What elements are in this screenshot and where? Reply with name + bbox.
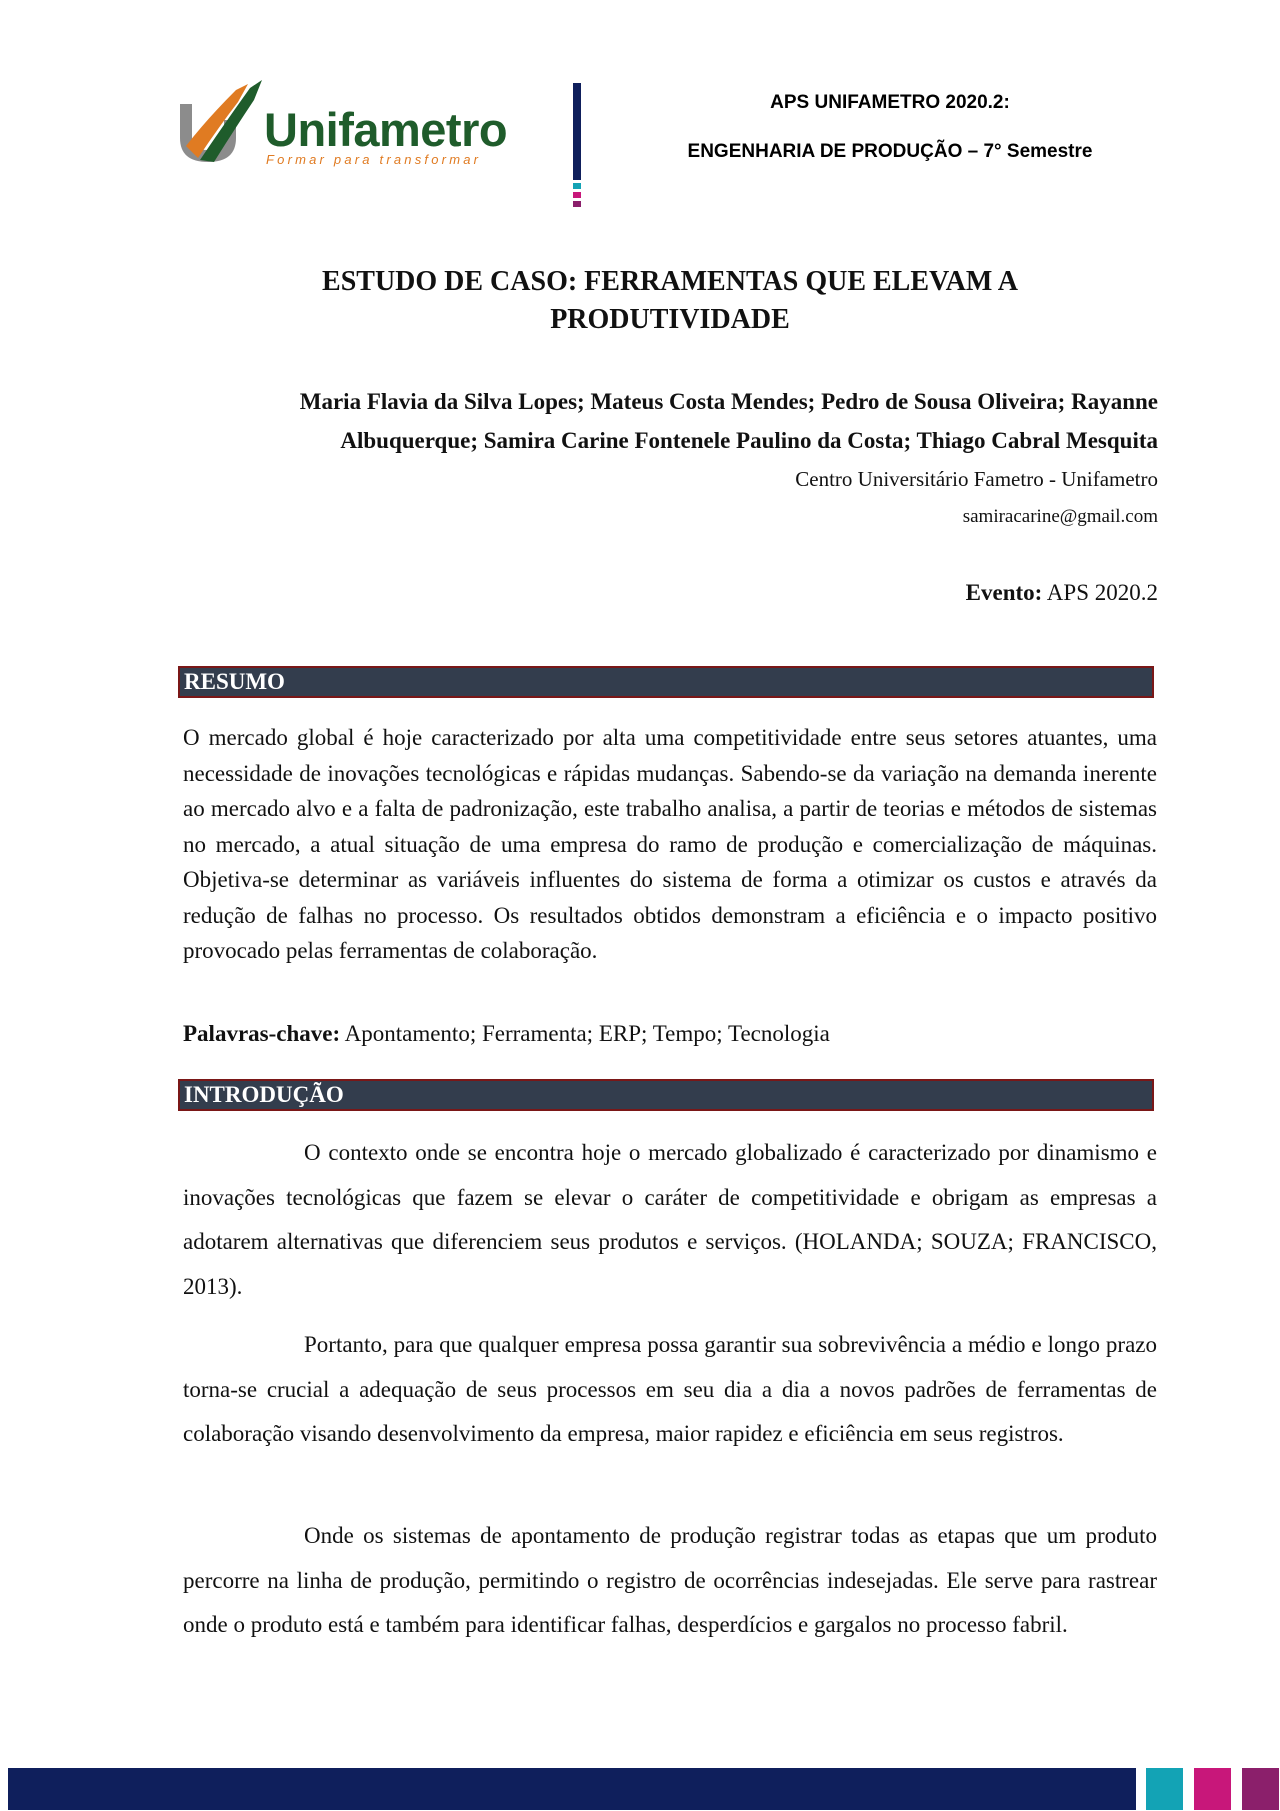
authors-line-2: Albuquerque; Samira Carine Fontenele Paulino da Costa; Thiago Cabral Mesquita bbox=[340, 428, 1158, 453]
event-value: APS 2020.2 bbox=[1042, 580, 1158, 605]
header-divider-dot-teal bbox=[573, 183, 581, 189]
keywords bbox=[183, 1021, 830, 1047]
header-line-2: ENGENHARIA DE PRODUÇÃO – 7° Semestre bbox=[687, 141, 1093, 162]
abstract-text: O mercado global é hoje caracterizado por alta uma competitividade entre seus setores atuantes, uma necessidade de inovações tecnológicas e rápidas mudanças. Sabendo-se da variação na demanda inerente ao mercado alvo e a falta de padronização, este trabalho analisa, a partir de teorias e métodos de sistemas no mercado, a atual situação de uma empresa do ramo de produção e comercialização de máquinas. Objetiva-se determinar as variáveis influentes do sistema de forma a otimizar os custos e através da redução de falhas no processo. Os resultados obtidos demonstram a eficiência e o impacto positivo provocado pelas ferramentas de colaboração. bbox=[183, 725, 1157, 963]
header-line-1: APS UNIFAMETRO 2020.2: bbox=[770, 92, 1010, 113]
intro-paragraph-3: Onde os sistemas de apontamento de produção registrar todas as etapas que um produto percorre na linha de produção, permitindo o registro de ocorrências indesejadas. Ele serve para rastrear onde o produto está e também para identificar falhas, desperdícios e gargalos no processo fabril. bbox=[183, 1523, 1157, 1637]
header-divider bbox=[573, 83, 581, 180]
logo-tagline: Formar para transformar bbox=[266, 152, 482, 167]
intro-paragraph-1: O contexto onde se encontra hoje o mercado globalizado é caracterizado por dinamismo e inovações tecnológicas que fazem se elevar o caráter de competitividade e obrigam as empresas a adotarem alternativas que diferenciem seus produtos e serviços. (HOLANDA; SOUZA; FRANCISCO, 2013). bbox=[183, 1140, 1157, 1299]
paper-title bbox=[250, 263, 1090, 339]
keywords-label: Palavras-chave: bbox=[183, 1021, 341, 1046]
footer-square-purple bbox=[1242, 1768, 1279, 1810]
author-list bbox=[180, 382, 1158, 460]
unifametro-logo bbox=[176, 80, 526, 170]
paper-title-line-1: ESTUDO DE CASO: FERRAMENTAS QUE ELEVAM A bbox=[322, 266, 1018, 297]
section-heading-resumo: RESUMO bbox=[178, 666, 1154, 698]
header-divider-dot-purple bbox=[573, 201, 581, 207]
event-label: Evento: bbox=[965, 580, 1043, 605]
authors-line-1: Maria Flavia da Silva Lopes; Mateus Costa Mendes; Pedro de Sousa Oliveira; Rayanne bbox=[299, 389, 1158, 414]
intro-paragraph-2: Portanto, para que qualquer empresa possa garantir sua sobrevivência a médio e longo prazo torna-se crucial a adequação de seus processos em seu dia a dia a novos padrões de ferramentas de colaboração visando desenvolvimento da empresa, maior rapidez e eficiência em seus registros. bbox=[183, 1332, 1157, 1446]
logo-wordmark: Unifametro bbox=[264, 103, 508, 156]
footer-bar bbox=[8, 1768, 1136, 1810]
contact-email: samiracarine@gmail.com bbox=[962, 506, 1158, 527]
section-heading-introducao: INTRODUÇÃO bbox=[178, 1079, 1154, 1111]
paper-title-line-2: PRODUTIVIDADE bbox=[550, 304, 790, 335]
header-divider-dot-magenta bbox=[573, 192, 581, 198]
footer-square-magenta bbox=[1194, 1768, 1231, 1810]
institution: Centro Universitário Fametro - Unifametro bbox=[795, 467, 1158, 491]
keywords-list: Apontamento; Ferramenta; ERP; Tempo; Tecnologia bbox=[340, 1021, 830, 1046]
event-info bbox=[966, 580, 1158, 606]
logo-mark-icon bbox=[176, 80, 266, 166]
footer-square-teal bbox=[1146, 1768, 1183, 1810]
